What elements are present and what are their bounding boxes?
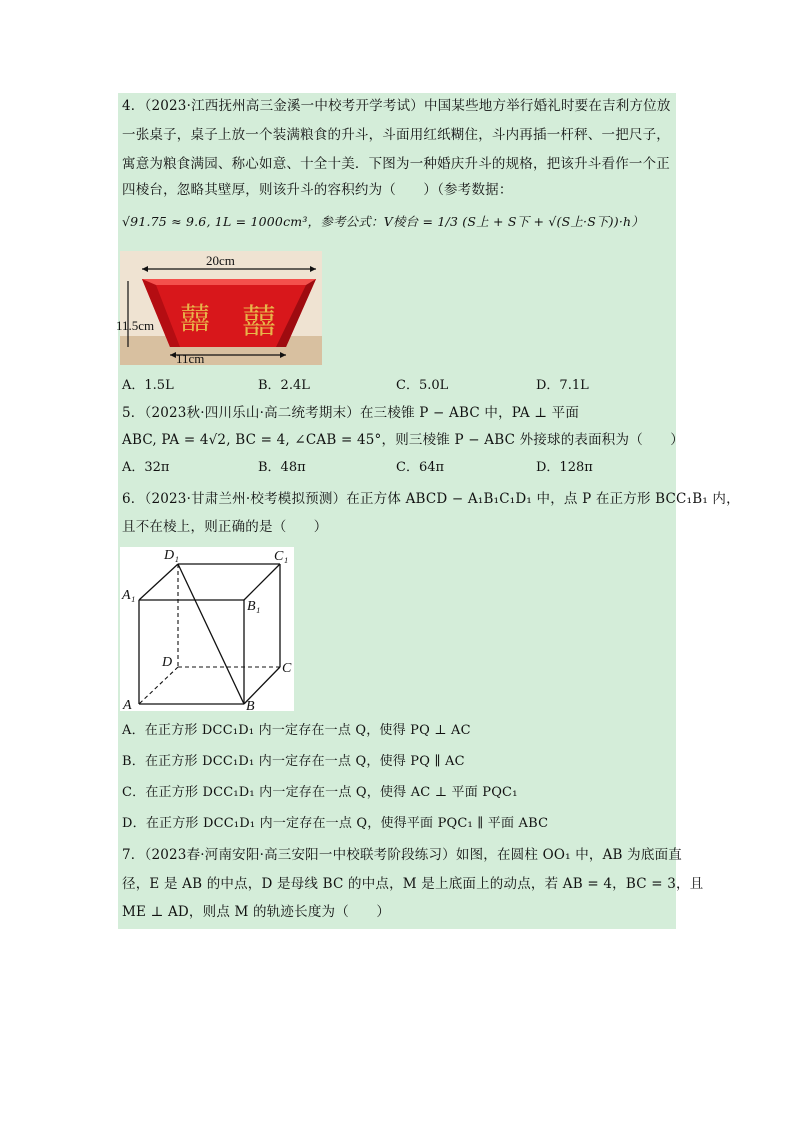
sheng-dou-photo [116,251,322,366]
q7-line-2: 径，E 是 AB 的中点，D 是母线 BC 的中点，M 是上底面上的动点，若 AB = 4，BC = 3，且 [122,876,704,892]
q5-option-d: D．128π [536,460,593,475]
q6-line-2: 且不在棱上，则正确的是（ ） [122,519,328,535]
q4-line-2: 一张桌子，桌子上放一个装满粮食的升斗，斗面用红纸糊住，斗内再插一杆秤、一把尺子， [122,127,670,143]
dim-bottom-label: 11cm [176,351,205,366]
vertex-d: D [162,655,173,670]
q4-line-1: 4．（2023·江西抚州高三金溪一中校考开学考试）中国某些地方举行婚礼时要在吉利方位放 [122,98,671,114]
q4-line-4: 四棱台，忽略其壁厚，则该升斗的容积约为（ ）（参考数据： [122,182,513,198]
q4-line-3: 寓意为粮食满园、称心如意、十全十美．下图为一种婚庆升斗的规格，把该升斗看作一个正 [122,156,670,172]
dim-left-label: 11.5cm [116,318,155,333]
q4-option-b: B．2.4L [258,378,310,393]
vertex-c: C [282,661,292,676]
q5-option-a: A．32π [122,460,170,475]
vertex-a: A [123,698,132,713]
q6-option-b: B．在正方形 DCC₁D₁ 内一定存在一点 Q，使得 PQ ∥ AC [122,754,465,769]
q7-line-1: 7．（2023春·河南安阳·高三安阳一中校联考阶段练习）如图，在圆柱 OO₁ 中，AB 为底面直 [122,847,682,863]
cube-diagram [120,547,294,714]
q7-line-3: ME ⊥ AD，则点 M 的轨迹长度为（ ） [122,904,391,920]
q5-line-1: 5．（2023秋·四川乐山·高二统考期末）在三棱锥 P − ABC 中，PA ⊥ 平面 [122,405,580,421]
dim-top-label: 20cm [206,253,235,268]
q4-option-c: C．5.0L [396,378,449,393]
q5-line-2: ABC, PA = 4√2, BC = 4, ∠CAB = 45°，则三棱锥 P − ABC 外接球的表面积为（ ） [122,432,685,448]
double-happiness-right: 囍 [242,302,276,342]
q5-option-b: B．48π [258,460,306,475]
q6-option-a: A．在正方形 DCC₁D₁ 内一定存在一点 Q，使得 PQ ⊥ AC [122,723,471,738]
vertex-b1: B₁ [247,599,261,614]
vertex-a1: A₁ [122,588,136,603]
q4-formula: √91.75 ≈ 9.6, 1L = 1000cm³，参考公式：V棱台 = 1/3 (S上 + S下 + √(S上·S下))·h） [122,214,644,229]
q4-option-a: A．1.5L [122,378,174,393]
double-happiness-left: 囍 [180,302,210,337]
q6-line-1: 6．（2023·甘肃兰州·校考模拟预测）在正方体 ABCD − A₁B₁C₁D₁ 中，点 P 在正方形 BCC₁B₁ 内， [122,491,740,507]
q4-option-d: D．7.1L [536,378,589,393]
q6-option-d: D．在正方形 DCC₁D₁ 内一定存在一点 Q，使得平面 PQC₁ ∥ 平面 ABC [122,816,549,831]
vertex-b: B [246,699,255,714]
q6-option-c: C．在正方形 DCC₁D₁ 内一定存在一点 Q，使得 AC ⊥ 平面 PQC₁ [122,785,518,800]
vertex-c1: C₁ [274,549,289,564]
q5-option-c: C．64π [396,460,445,475]
vertex-d1: D₁ [164,548,179,563]
